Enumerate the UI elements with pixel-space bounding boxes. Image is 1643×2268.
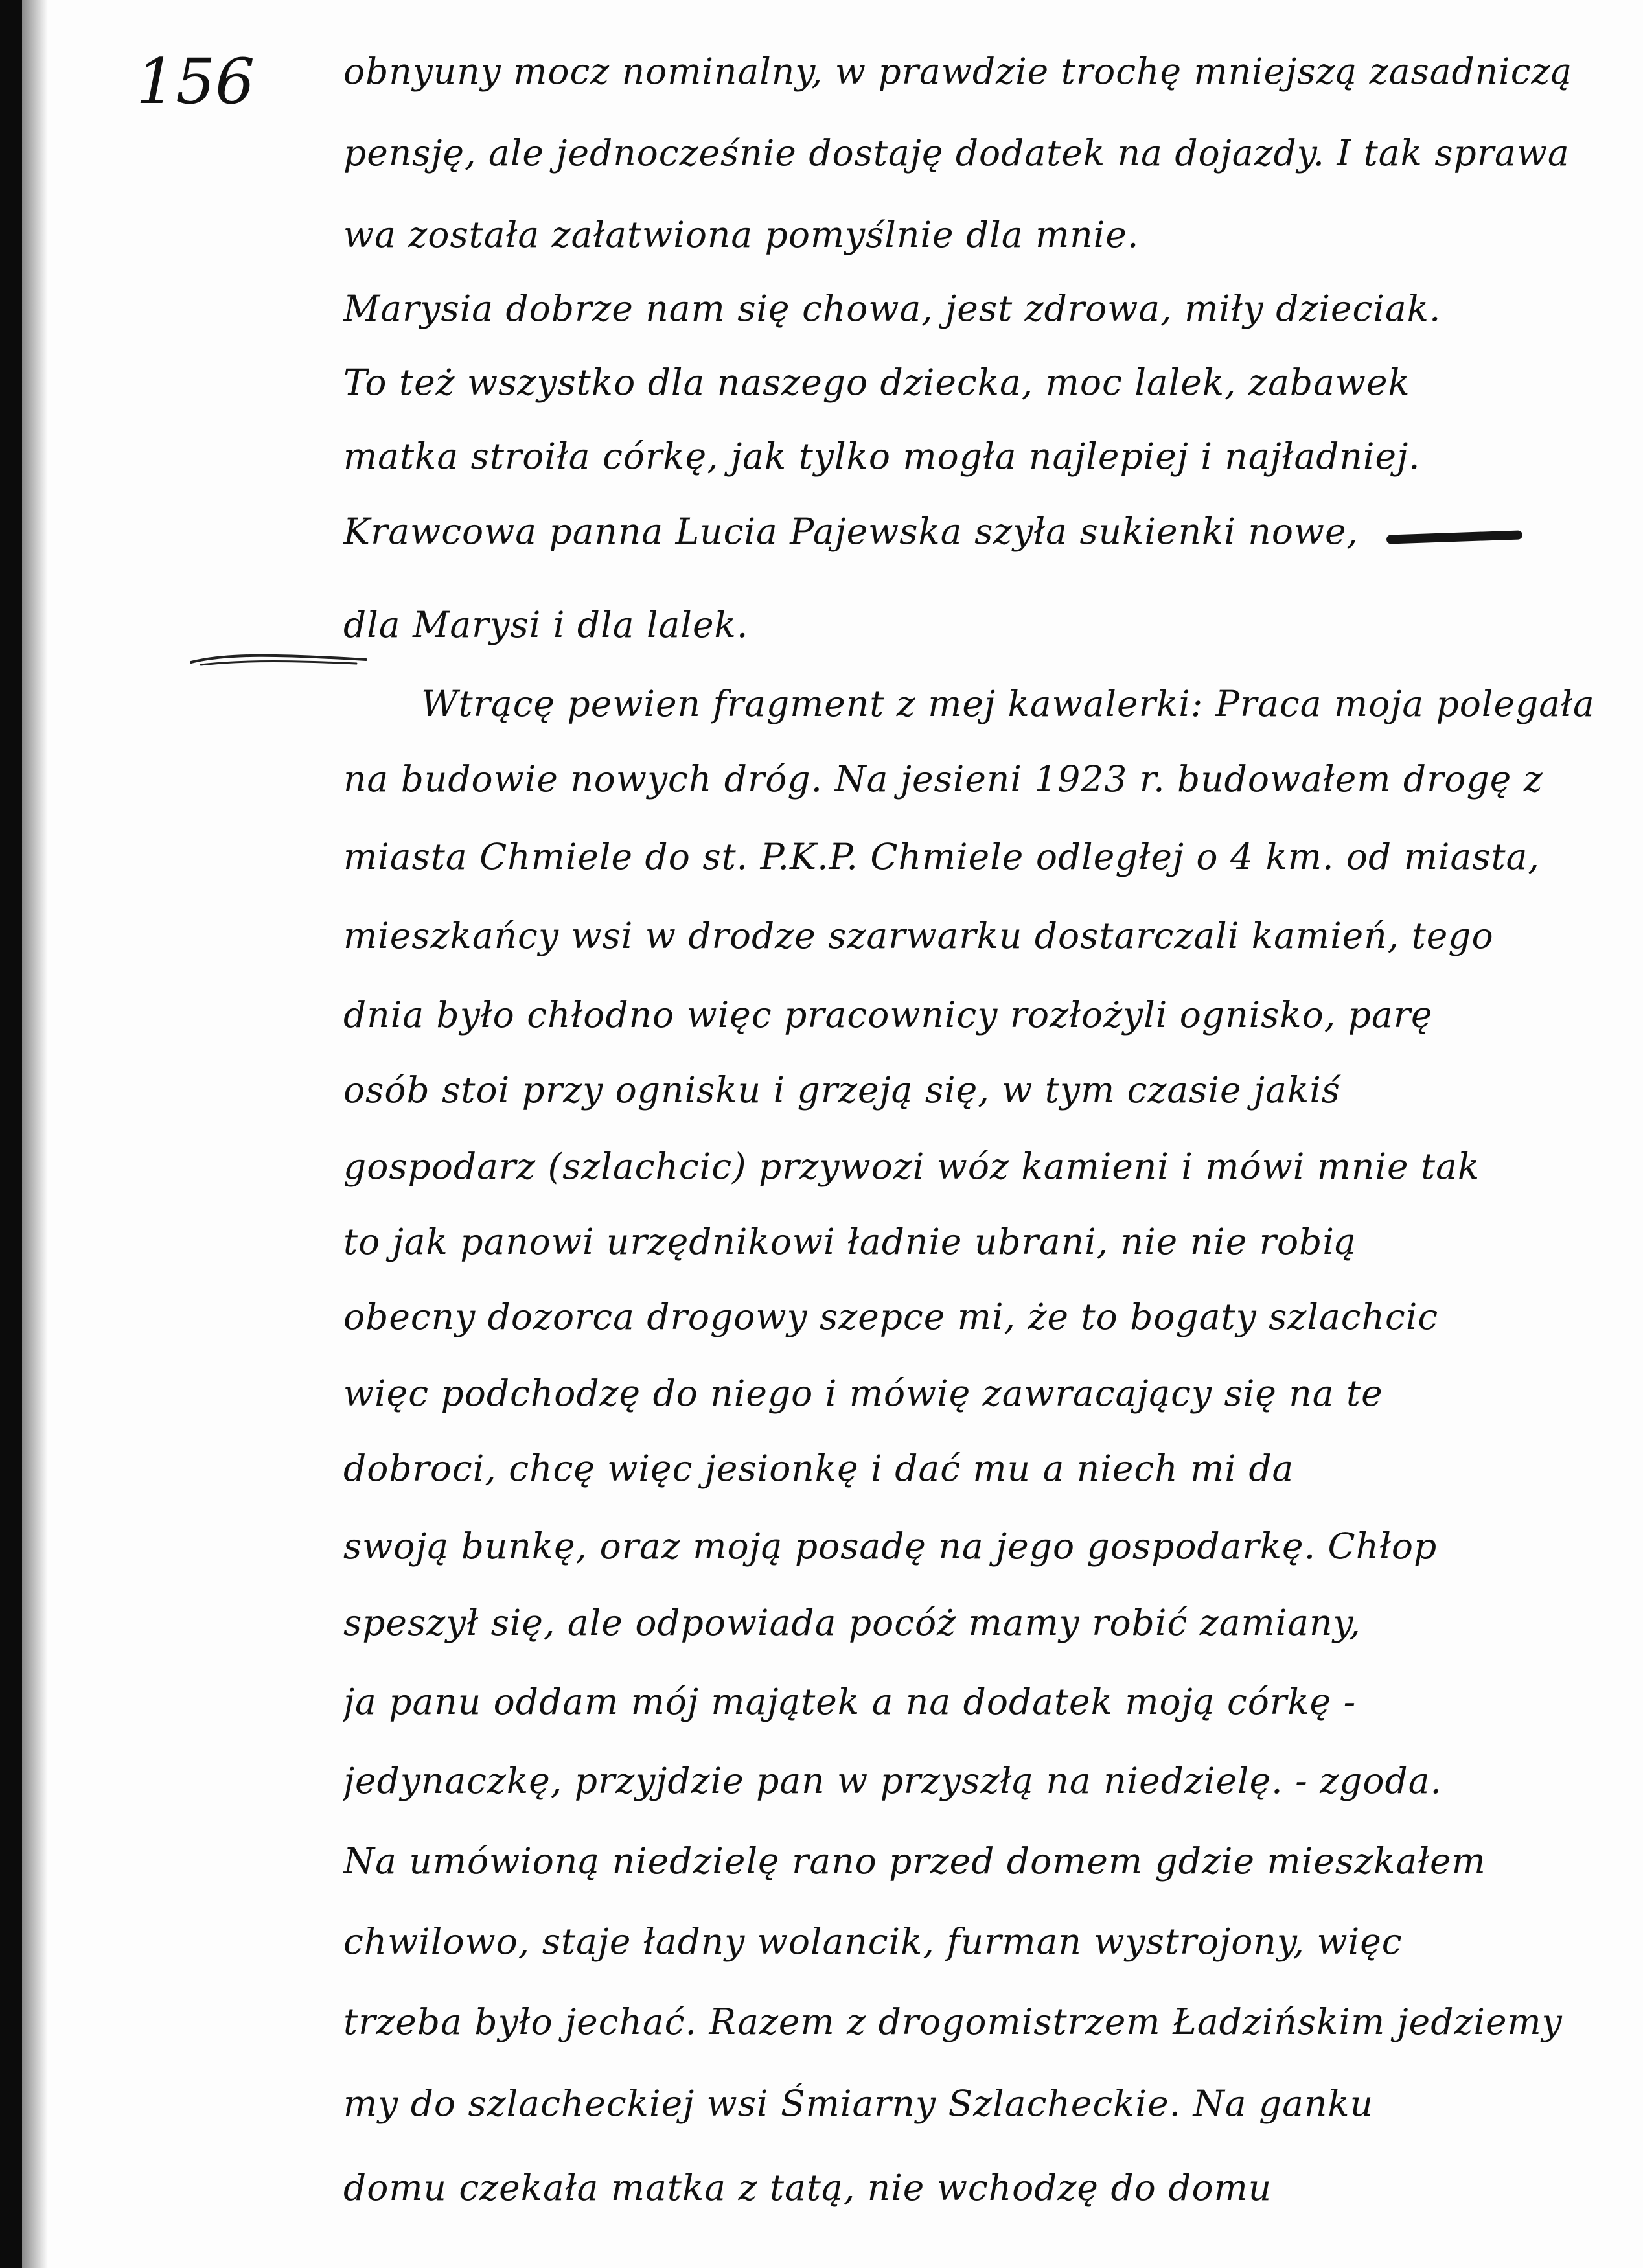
text-line-5: To też wszystko dla naszego dziecka, moc lalek, zabawek [343, 362, 1410, 403]
text-line-21: speszył się, ale odpowiada pocóż mamy robić zamiany, [343, 1602, 1361, 1643]
text-line-1: obnyuny mocz nominalny, w prawdzie trochę mniejszą zasadniczą [343, 51, 1573, 92]
text-line-28: domu czekała matka z tatą, nie wchodzę do domu [343, 2167, 1272, 2208]
text-line-27: my do szlacheckiej wsi Śmiarny Szlacheckie. Na ganku [343, 2083, 1374, 2124]
text-line-6: matka stroiła córkę, jak tylko mogła najlepiej i najładniej. [343, 435, 1421, 477]
text-line-7: Krawcowa panna Lucia Pajewska szyła sukienki nowe, [343, 511, 1359, 552]
text-line-14: osób stoi przy ognisku i grzeją się, w tym czasie jakiś [343, 1069, 1341, 1111]
text-line-9: Wtrącę pewien fragment z mej kawalerki: Praca moja polegała [421, 683, 1595, 724]
text-line-16: to jak panowi urzędnikowi ładnie ubrani, nie nie robią [343, 1221, 1357, 1262]
text-line-22: ja panu oddam mój majątek a na dodatek moją córkę - [343, 1681, 1357, 1722]
scan-edge-shadow [22, 0, 48, 2268]
text-line-2: pensję, ale jednocześnie dostaję dodatek na dojazdy. I tak sprawa [343, 132, 1570, 174]
text-line-3: wa została załatwiona pomyślnie dla mnie. [343, 214, 1140, 255]
text-line-25: chwilowo, staje ładny wolancik, furman wystrojony, więc [343, 1921, 1403, 1962]
text-line-4: Marysia dobrze nam się chowa, jest zdrowa, miły dzieciak. [343, 288, 1442, 329]
text-line-24: Na umówioną niedzielę rano przed domem gdzie mieszkałem [343, 1840, 1486, 1882]
text-line-12: mieszkańcy wsi w drodze szarwarku dostarczali kamień, tego [343, 915, 1494, 956]
text-line-17: obecny dozorca drogowy szepce mi, że to bogaty szlachcic [343, 1296, 1439, 1337]
text-line-18: więc podchodzę do niego i mówię zawracający się na te [343, 1372, 1383, 1414]
page-number: 156 [136, 45, 255, 118]
text-line-19: dobroci, chcę więc jesionkę i dać mu a niech mi da [343, 1448, 1294, 1489]
text-line-15: gospodarz (szlachcic) przywozi wóz kamieni i mówi mnie tak [343, 1146, 1480, 1187]
text-line-10: na budowie nowych dróg. Na jesieni 1923 r. budowałem drogę z [343, 758, 1543, 800]
text-line-20: swoją bunkę, oraz moją posadę na jego gospodarkę. Chłop [343, 1525, 1438, 1567]
text-line-8: dla Marysi i dla lalek. [343, 604, 749, 645]
text-line-11: miasta Chmiele do st. P.K.P. Chmiele odległej o 4 km. od miasta, [343, 836, 1540, 877]
text-line-13: dnia było chłodno więc pracownicy rozłożyli ognisko, parę [343, 994, 1433, 1036]
scan-binding-edge [0, 0, 22, 2268]
text-line-26: trzeba było jechać. Razem z drogomistrzem Ładzińskim jedziemy [343, 2001, 1563, 2042]
section-divider-mark [188, 651, 369, 670]
handwritten-text-block [343, 0, 1626, 2268]
text-line-23: jedynaczkę, przyjdzie pan w przyszłą na niedzielę. - zgoda. [343, 1760, 1442, 1801]
